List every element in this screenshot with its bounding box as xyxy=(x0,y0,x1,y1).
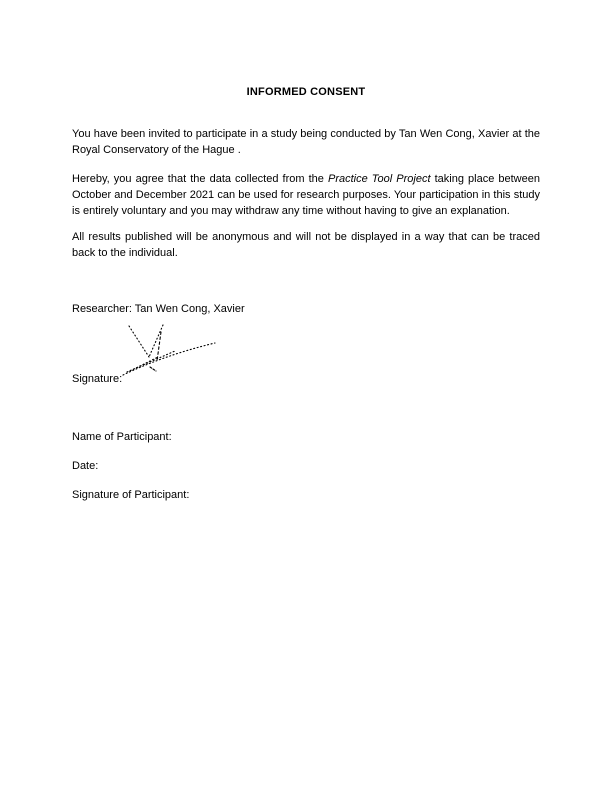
agreement-text-after: taking place between October and December 2021 can be used for research purposes. Your participation in this study is entirely voluntary and you may withdraw any time without having to give an explanation. xyxy=(72,173,540,217)
signature-stroke-right-diagonal xyxy=(149,325,163,357)
date-label: Date: xyxy=(72,460,99,472)
participant-signature-label: Signature of Participant: xyxy=(72,489,190,501)
signature-stroke-left-diagonal xyxy=(129,326,149,357)
agreement-text-before: Hereby, you agree that the data collected from the xyxy=(72,173,328,185)
paragraph-invitation: You have been invited to participate in a study being conducted by Tan Wen Cong, Xavier at the Royal Conservatory of the Hague . xyxy=(72,128,540,156)
signature-stroke-vertical xyxy=(157,332,161,361)
project-name-italic: Practice Tool Project xyxy=(328,173,431,185)
paragraph-anonymity: All results published will be anonymous and will not be displayed in a way that can be traced back to the individual. xyxy=(72,231,540,259)
participant-name-label: Name of Participant: xyxy=(72,431,172,443)
document-title: INFORMED CONSENT xyxy=(246,86,366,98)
researcher-line: Researcher: Tan Wen Cong, Xavier xyxy=(72,303,245,315)
signature-label: Signature: xyxy=(72,373,123,385)
paragraph-agreement xyxy=(72,171,540,219)
